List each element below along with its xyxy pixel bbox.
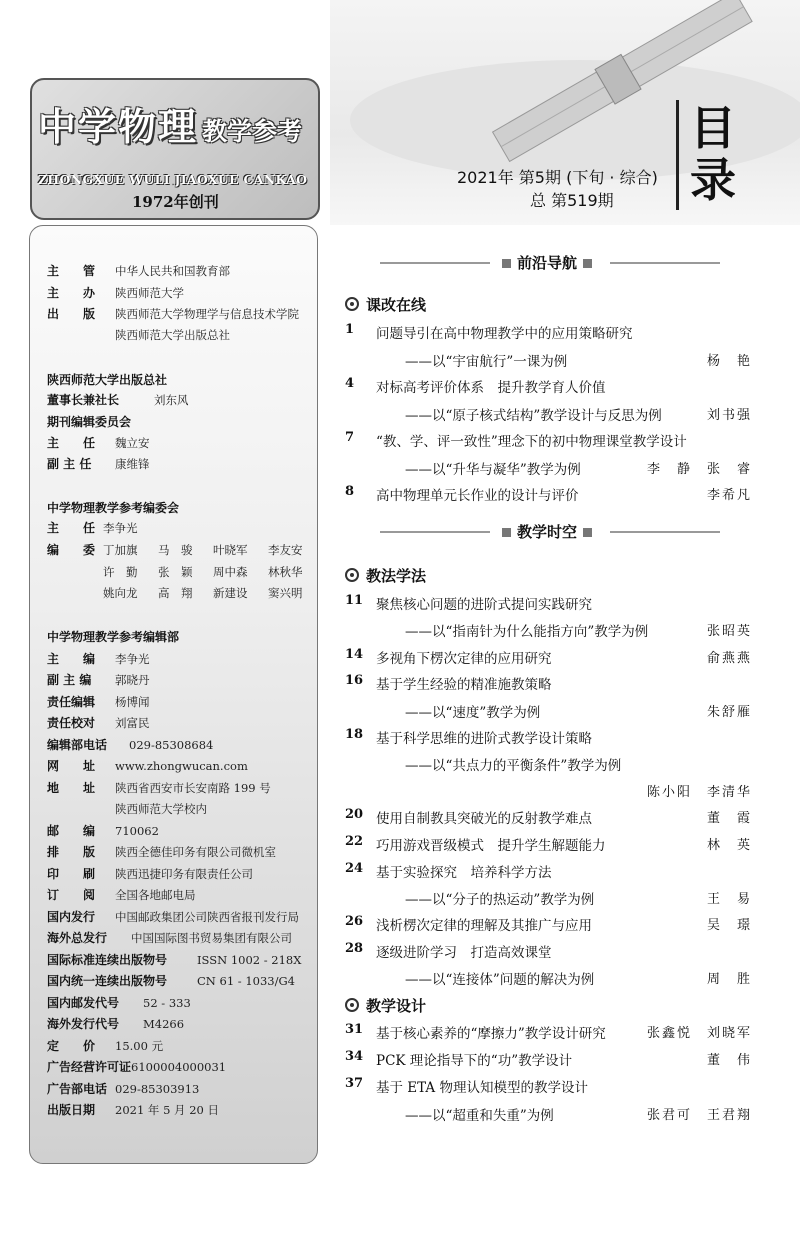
section-heading-curriculum: 课改在线 bbox=[345, 294, 426, 315]
toc-page-number: 1 bbox=[345, 322, 355, 337]
journal-logo-subtitle: 教学参考 bbox=[202, 117, 303, 146]
toc-article-title[interactable]: 使用自制教具突破光的反射教学难点 bbox=[376, 811, 592, 827]
toc-article-title[interactable]: “教、学、评一致性”理念下的初中物理课堂教学设计 bbox=[376, 434, 687, 450]
toc-page-number: 8 bbox=[345, 484, 355, 499]
toc-article-author: 李希凡 bbox=[707, 488, 753, 503]
toc-article-author: 林 英 bbox=[707, 838, 753, 853]
bullet-icon bbox=[345, 568, 359, 582]
toc-page-number: 14 bbox=[345, 647, 364, 662]
toc-title bbox=[688, 102, 738, 206]
toc-article-author: 张鑫悦 刘晓军 bbox=[647, 1026, 753, 1041]
journal-logo-pinyin: ZHONGXUE WULI JIAOXUE CANKAO bbox=[38, 172, 308, 187]
toc-article-subtitle: ——以“分子的热运动”教学为例 bbox=[405, 892, 595, 908]
board-heading: 中学物理教学参考编委会 bbox=[47, 501, 180, 515]
toc-article-title[interactable]: 对标高考评价体系 提升教学育人价值 bbox=[376, 380, 606, 396]
toc-article-subtitle: ——以“原子核式结构”教学设计与反思为例 bbox=[405, 408, 662, 424]
toc-article-author: 杨 艳 bbox=[707, 354, 753, 369]
toc-article-title[interactable]: 浅析楞次定律的理解及其推广与应用 bbox=[376, 918, 592, 934]
board-members-row: 丁加旗 马 骏 叶晓军 李友安 bbox=[103, 543, 303, 557]
toc-article-subtitle: ——以“超重和失重”为例 bbox=[405, 1108, 554, 1124]
toc-page-number: 31 bbox=[345, 1022, 364, 1037]
section-banner-frontier: 前沿导航 bbox=[496, 252, 598, 273]
toc-article-subtitle: ——以“指南针为什么能指方向”教学为例 bbox=[405, 624, 649, 640]
banner-rule bbox=[380, 262, 490, 264]
toc-article-author: 俞燕燕 bbox=[707, 651, 753, 666]
toc-article-author: 董 霞 bbox=[707, 811, 753, 826]
editorial-heading: 中学物理教学参考编辑部 bbox=[47, 630, 180, 644]
toc-title-char-1: 目 bbox=[690, 101, 736, 155]
toc-article-title[interactable]: 问题导引在高中物理教学中的应用策略研究 bbox=[376, 326, 633, 342]
journal-logo-title: 中学物理 bbox=[38, 105, 199, 149]
toc-page-number: 34 bbox=[345, 1049, 364, 1064]
toc-title-char-2: 录 bbox=[690, 153, 736, 207]
toc-page-number: 4 bbox=[345, 376, 355, 391]
bullet-icon bbox=[345, 998, 359, 1012]
toc-article-title[interactable]: 多视角下楞次定律的应用研究 bbox=[376, 651, 552, 667]
toc-article-author: 张君可 王君翔 bbox=[647, 1108, 753, 1123]
toc-article-author: 陈小阳 李清华 bbox=[647, 785, 753, 800]
toc-article-title[interactable]: 基于 ETA 物理认知模型的教学设计 bbox=[376, 1080, 588, 1096]
toc-page-number: 11 bbox=[345, 593, 364, 608]
toc-article-title[interactable]: 巧用游戏晋级模式 提升学生解题能力 bbox=[376, 838, 606, 854]
banner-rule bbox=[380, 531, 490, 533]
committee-heading: 期刊编辑委员会 bbox=[47, 415, 132, 429]
toc-article-title[interactable]: 聚焦核心问题的进阶式提问实践研究 bbox=[376, 597, 592, 613]
toc-article-title[interactable]: 逐级进阶学习 打造高效课堂 bbox=[376, 945, 552, 961]
toc-article-subtitle: ——以“连接体”问题的解决为例 bbox=[405, 972, 595, 988]
issue-number: 2021年 第5期 (下旬 · 综合) bbox=[457, 168, 658, 187]
banner-rule bbox=[610, 531, 720, 533]
toc-article-author: 王 易 bbox=[707, 892, 753, 907]
toc-article-subtitle: ——以“宇宙航行”一课为例 bbox=[405, 354, 568, 370]
toc-article-subtitle: ——以“速度”教学为例 bbox=[405, 705, 541, 721]
toc-article-author: 周 胜 bbox=[707, 972, 753, 987]
toc-article-title[interactable]: 基于核心素养的“摩擦力”教学设计研究 bbox=[376, 1026, 606, 1042]
toc-page-number: 24 bbox=[345, 861, 364, 876]
toc-page-number: 18 bbox=[345, 727, 364, 742]
section-heading-methods: 教法学法 bbox=[345, 565, 426, 586]
toc-article-title[interactable]: 基于实验探究 培养科学方法 bbox=[376, 865, 552, 881]
toc-article-subtitle: ——以“共点力的平衡条件”教学为例 bbox=[405, 758, 622, 774]
board-members-row: 许 勤 张 颖 周中森 林秋华 bbox=[103, 565, 303, 579]
toc-page-number: 7 bbox=[345, 430, 355, 445]
publisher-heading: 陕西师范大学出版总社 bbox=[47, 373, 168, 387]
toc-article-author: 张昭英 bbox=[707, 624, 753, 639]
toc-page-number: 37 bbox=[345, 1076, 364, 1091]
section-heading-design: 教学设计 bbox=[345, 995, 426, 1016]
total-issue-number: 总 第519期 bbox=[530, 191, 614, 210]
founded-year: 1972年创刊 bbox=[132, 193, 219, 211]
bullet-icon bbox=[345, 297, 359, 311]
toc-page-number: 28 bbox=[345, 941, 364, 956]
toc-article-title[interactable]: 高中物理单元长作业的设计与评价 bbox=[376, 488, 579, 504]
toc-article-title[interactable]: 基于科学思维的进阶式教学设计策略 bbox=[376, 731, 592, 747]
toc-article-title[interactable]: 基于学生经验的精准施教策略 bbox=[376, 677, 552, 693]
toc-article-author: 朱舒雁 bbox=[707, 705, 753, 720]
toc-page-number: 16 bbox=[345, 673, 364, 688]
toc-article-author: 李 静 张 睿 bbox=[647, 462, 753, 477]
toc-article-subtitle: ——以“升华与凝华”教学为例 bbox=[405, 462, 581, 478]
toc-article-title[interactable]: PCK 理论指导下的“功”教学设计 bbox=[376, 1053, 573, 1069]
toc-article-author: 吴 璟 bbox=[707, 918, 753, 933]
toc-page-number: 26 bbox=[345, 914, 364, 929]
toc-page-number: 22 bbox=[345, 834, 364, 849]
board-members-row: 姚向龙 高 翔 新建设 窦兴明 bbox=[103, 586, 303, 600]
banner-rule bbox=[610, 262, 720, 264]
toc-article-author: 刘书强 bbox=[707, 408, 753, 423]
toc-page-number: 20 bbox=[345, 807, 364, 822]
toc-article-author: 董 伟 bbox=[707, 1053, 753, 1068]
section-banner-teaching: 教学时空 bbox=[496, 521, 598, 542]
